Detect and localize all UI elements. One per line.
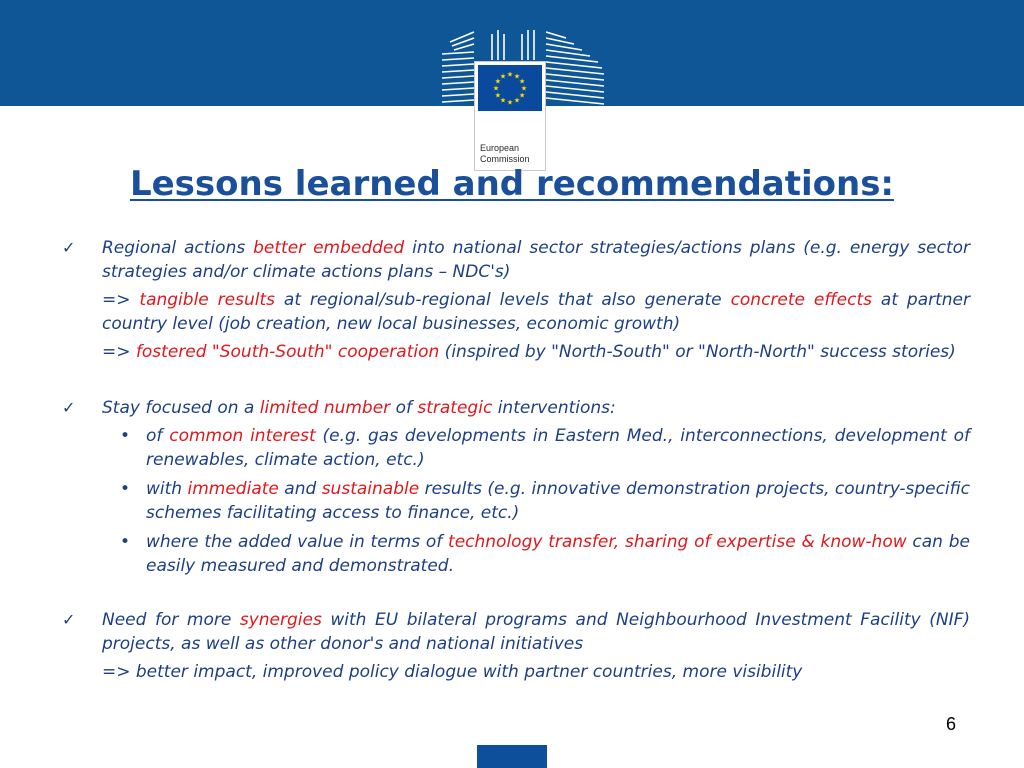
section-strategic-interventions xyxy=(60,396,970,578)
page-number: 6 xyxy=(946,714,957,734)
section2-intro xyxy=(102,396,970,420)
body-text: can be easily measured and demonstrated. xyxy=(146,532,970,576)
bullet-icon: • xyxy=(120,426,131,446)
body-text: (e.g. gas developments in Eastern Med., interconnections, development of renewables, climate action, etc.) xyxy=(146,426,971,470)
star-icon: ★ xyxy=(499,72,507,81)
body-text: of xyxy=(390,398,418,418)
highlight-text: technology transfer, sharing of expertise & know-how xyxy=(448,532,907,552)
checkmark-icon: ✓ xyxy=(62,238,76,257)
section2-bullets xyxy=(102,424,970,578)
star-icon: ★ xyxy=(520,84,528,93)
highlight-text: sustainable xyxy=(321,479,420,499)
highlight-text: fostered "South-South" cooperation xyxy=(135,342,440,362)
section-synergies xyxy=(60,608,970,684)
body-text: => better impact, improved policy dialogue with partner countries, more visibility xyxy=(102,662,803,682)
section1-line1 xyxy=(102,236,970,284)
star-icon: ★ xyxy=(494,77,502,86)
section3-line1 xyxy=(102,608,970,656)
bullet-icon: • xyxy=(120,532,131,552)
list-item xyxy=(120,424,971,472)
logo-box xyxy=(474,61,546,171)
body-text: results (e.g. innovative demonstration projects, country-specific schemes facilitating access to finance, etc.) xyxy=(146,479,970,523)
body-text: at regional/sub-regional levels that also generate xyxy=(275,290,731,310)
footer-flag xyxy=(477,745,547,768)
highlight-text: strategic xyxy=(417,398,493,418)
body-text: interventions: xyxy=(492,398,616,418)
highlight-text: better embedded xyxy=(253,238,405,258)
section1-line2 xyxy=(102,288,970,336)
checkmark-icon: ✓ xyxy=(62,610,76,629)
page-title: Lessons learned and recommendations: xyxy=(129,164,895,204)
body-text: at partner country level (job creation, new local businesses, economic growth) xyxy=(102,290,970,334)
body-text: into national sector strategies/actions plans (e.g. energy sector strategies and/or climate actions plans – NDC's) xyxy=(102,238,970,282)
eu-flag-icon xyxy=(478,65,542,111)
star-icon: ★ xyxy=(506,70,514,79)
bullet-icon: • xyxy=(120,479,131,499)
star-icon: ★ xyxy=(506,98,514,107)
star-icon: ★ xyxy=(499,96,507,105)
star-icon: ★ xyxy=(518,91,526,100)
body-text: Need for more xyxy=(102,610,240,630)
list-item xyxy=(120,530,970,578)
body-text: of xyxy=(146,426,170,446)
star-icon: ★ xyxy=(513,96,521,105)
highlight-text: immediate xyxy=(187,479,279,499)
body-text: and xyxy=(278,479,322,499)
star-icon: ★ xyxy=(513,72,521,81)
body-text: Stay focused on a xyxy=(102,398,260,418)
content xyxy=(60,236,970,684)
body-text: with EU bilateral programs and Neighbourhood Investment Facility (NIF) projects, as well as other donor's and national initiatives xyxy=(102,610,970,654)
body-text: (inspired by "North-South" or "North-North" success stories) xyxy=(439,342,956,362)
body-text: with xyxy=(146,479,188,499)
european-commission-logo xyxy=(440,28,608,164)
logo-text-line2: Commission xyxy=(480,154,530,164)
highlight-text: common interest xyxy=(169,426,316,446)
star-icon: ★ xyxy=(494,91,502,100)
checkmark-icon: ✓ xyxy=(62,398,76,417)
logo-text-line1: European xyxy=(480,143,520,153)
body-text: => xyxy=(102,290,140,310)
highlight-text: concrete effects xyxy=(730,290,872,310)
highlight-text: tangible results xyxy=(139,290,275,310)
body-text: Regional actions xyxy=(102,238,254,258)
star-icon: ★ xyxy=(492,84,500,93)
body-text: where the added value in terms of xyxy=(146,532,449,552)
list-item xyxy=(120,477,970,525)
highlight-text: limited number xyxy=(259,398,391,418)
section3-line2 xyxy=(102,660,970,684)
section-regional-actions xyxy=(60,236,970,364)
body-text: => xyxy=(102,342,136,362)
section1-line3 xyxy=(102,340,970,364)
star-icon: ★ xyxy=(518,77,526,86)
highlight-text: synergies xyxy=(239,610,322,630)
